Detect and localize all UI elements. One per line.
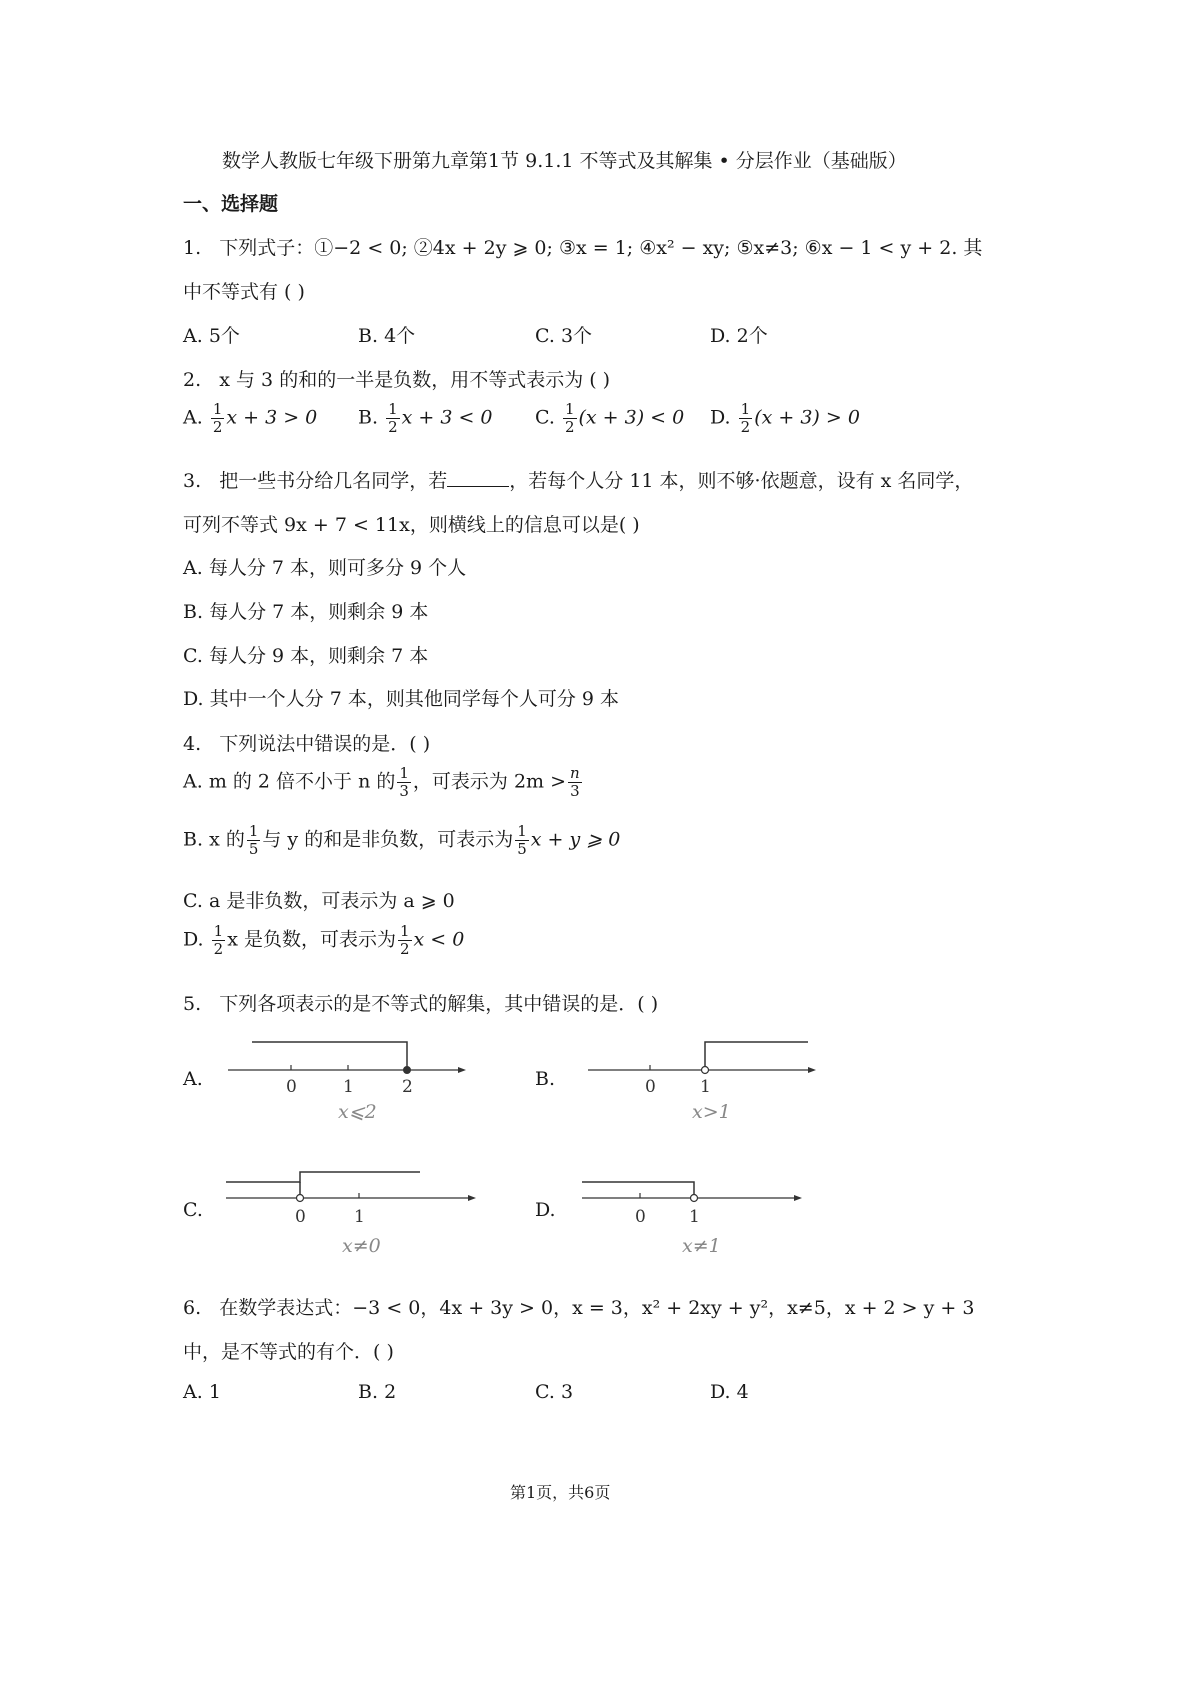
tick-label: 1	[689, 1207, 700, 1227]
question-number: 1.	[183, 237, 202, 259]
fraction: $\frac{1}{2}$	[212, 400, 223, 436]
question-6	[183, 1293, 974, 1320]
tick-label: 0	[645, 1077, 656, 1097]
q6-option-c[interactable]: C. 3	[535, 1381, 574, 1403]
question-number: 2.	[183, 369, 202, 391]
question-2	[183, 365, 610, 392]
question-5	[183, 989, 658, 1016]
fraction: $\frac{1}{2}$	[213, 922, 224, 958]
q1-option-d[interactable]: D. 2个	[710, 325, 768, 347]
fraction: $\frac{1}{3}$	[399, 764, 409, 800]
inequality-caption: x≠0	[342, 1235, 381, 1257]
question-text: 下列说法中错误的是．( )	[219, 733, 431, 755]
page-footer: 第1页，共6页	[510, 1483, 611, 1502]
answer-blank	[447, 468, 509, 487]
inequality-caption: x≠1	[682, 1235, 721, 1257]
q5-option-b-number-line[interactable]	[580, 1032, 830, 1127]
q3-option-c[interactable]: C. 每人分 9 本，则剩余 7 本	[183, 645, 429, 667]
question-text: x 与 3 的和的一半是负数，用不等式表示为 ( )	[219, 369, 611, 391]
q5-option-d-number-line[interactable]	[578, 1160, 818, 1260]
document-title: 数学人教版七年级下册第九章第1节 9.1.1 不等式及其解集 • 分层作业（基础版）	[222, 150, 907, 172]
question-3-line-2: 可列不等式 9x + 7 < 11x，则横线上的信息可以是( )	[183, 514, 640, 536]
q4-option-b[interactable]: B. x 的 $\frac{1}{5}$ 与 y 的和是非负数，可表示为 $\frac{1}{5}$ x + y ⩾ 0	[183, 822, 621, 858]
q6-option-b[interactable]: B. 2	[358, 1381, 397, 1403]
q2-option-b[interactable]: B. $\frac{1}{2}$ x + 3 < 0	[358, 400, 493, 436]
tick-label: 1	[343, 1077, 354, 1097]
q3-option-d[interactable]: D. 其中一个人分 7 本，则其他同学每个人可分 9 本	[183, 688, 619, 710]
tick-label: 2	[402, 1077, 413, 1097]
question-6-line-2: 中，是不等式的有个．( )	[183, 1341, 394, 1363]
q2-option-c[interactable]: C. $\frac{1}{2}$ (x + 3) < 0	[535, 400, 685, 436]
tick-label: 0	[295, 1207, 306, 1227]
q4-option-a[interactable]: A. m 的 2 倍不小于 n 的 $\frac{1}{3}$ ，可表示为 2m > $\frac{n}{3}$	[183, 764, 580, 800]
q4-option-c[interactable]: C. a 是非负数，可表示为 a ⩾ 0	[183, 890, 455, 912]
q5-option-a-label[interactable]: A.	[183, 1068, 203, 1090]
question-4	[183, 729, 430, 756]
q6-option-a[interactable]: A. 1	[183, 1381, 221, 1403]
q5-option-c-number-line[interactable]	[220, 1160, 480, 1260]
question-number: 6.	[183, 1297, 202, 1319]
section-heading: 一、选择题	[183, 193, 279, 215]
q5-option-a-number-line[interactable]	[220, 1032, 470, 1127]
question-text: 下列式子：①−2 < 0; ②4x + 2y ⩾ 0; ③x = 1; ④x² − xy; ⑤x≠3; ⑥x − 1 < y + 2. 其	[219, 237, 983, 259]
inequality-caption: x⩽2	[338, 1101, 377, 1123]
q5-option-d-label[interactable]: D.	[535, 1199, 556, 1221]
question-1	[183, 233, 982, 260]
fraction: $\frac{1}{2}$	[740, 400, 751, 436]
q5-option-b-label[interactable]: B.	[535, 1068, 556, 1090]
question-number: 5.	[183, 993, 202, 1015]
fraction: $\frac{1}{2}$	[564, 400, 575, 436]
q1-option-a[interactable]: A. 5个	[183, 325, 240, 347]
q1-option-c[interactable]: C. 3个	[535, 325, 593, 347]
fraction: $\frac{n}{3}$	[570, 764, 580, 800]
fraction: $\frac{1}{5}$	[248, 822, 259, 858]
fraction: $\frac{1}{2}$	[399, 922, 410, 958]
fraction: $\frac{1}{2}$	[388, 400, 398, 436]
question-number: 4.	[183, 733, 202, 755]
q3-option-a[interactable]: A. 每人分 7 本，则可多分 9 个人	[183, 557, 467, 579]
tick-label: 0	[286, 1077, 297, 1097]
tick-label: 0	[635, 1207, 646, 1227]
question-text: 下列各项表示的是不等式的解集，其中错误的是．( )	[219, 993, 659, 1015]
fraction: $\frac{1}{5}$	[517, 822, 527, 858]
question-text: 在数学表达式：−3 < 0，4x + 3y > 0，x = 3，x² + 2xy + y²，x≠5，x + 2 > y + 3	[219, 1297, 975, 1319]
q4-option-d[interactable]: D. $\frac{1}{2}$ x 是负数，可表示为 $\frac{1}{2}$ x < 0	[183, 922, 465, 958]
q3-option-b[interactable]: B. 每人分 7 本，则剩余 9 本	[183, 601, 429, 623]
tick-label: 1	[700, 1077, 711, 1097]
question-3: 3. 把一些书分给几名同学，若 ，若每个人分 11 本，则不够·依题意，设有 x 名同学，	[183, 470, 974, 492]
q2-option-a[interactable]: A. $\frac{1}{2}$ x + 3 > 0	[183, 400, 318, 436]
question-1-line-2: 中不等式有 ( )	[183, 281, 305, 303]
q5-option-c-label[interactable]: C.	[183, 1199, 203, 1221]
inequality-caption: x>1	[692, 1101, 731, 1123]
question-number: 3.	[183, 470, 202, 492]
q2-option-d[interactable]: D. $\frac{1}{2}$ (x + 3) > 0	[710, 400, 860, 436]
q6-option-d[interactable]: D. 4	[710, 1381, 749, 1403]
tick-label: 1	[354, 1207, 365, 1227]
q1-option-b[interactable]: B. 4个	[358, 325, 416, 347]
